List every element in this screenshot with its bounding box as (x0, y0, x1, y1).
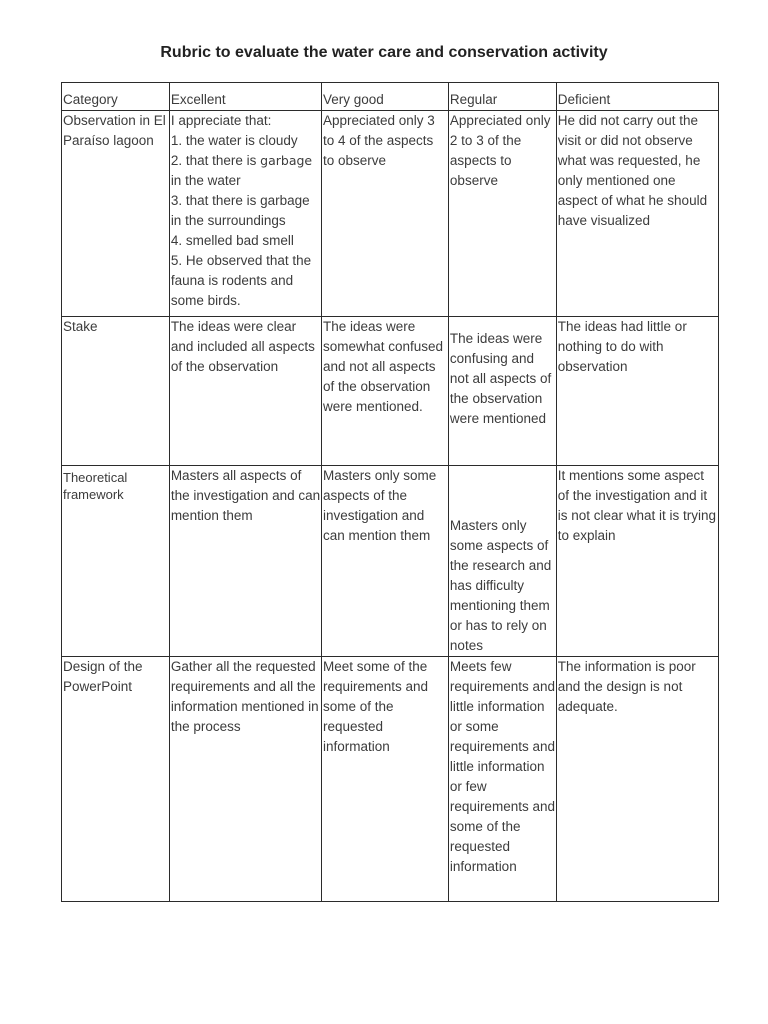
header-category: Category (62, 83, 170, 111)
excellent-item: 4. smelled bad smell (170, 233, 294, 248)
item-text: in the water (170, 173, 241, 188)
table-row (62, 317, 719, 466)
table-row (62, 657, 719, 902)
excellent-item: 5. He observed that the fauna is rodents and some birds. (170, 253, 312, 308)
header-excellent: Excellent (169, 83, 321, 111)
header-row (62, 83, 719, 111)
excellent-cell: The ideas were clear and included all aspects of the observation (169, 317, 321, 466)
very-good-cell: The ideas were somewhat confused and not all aspects of the observation were mentioned. (321, 317, 448, 466)
excellent-cell (169, 111, 321, 317)
table-row (62, 466, 719, 657)
deficient-cell: It mentions some aspect of the investigation and it is not clear what it is trying to explain (556, 466, 718, 657)
regular-cell: Meets few requirements and little information or some requirements and little information or few requirements and some of the requested information (448, 657, 556, 902)
header-very-good: Very good (321, 83, 448, 111)
category-cell: Stake (62, 317, 170, 466)
excellent-cell: Masters all aspects of the investigation and can mention them (169, 466, 321, 657)
document-title: Rubric to evaluate the water care and conservation activity (160, 44, 608, 61)
item-text: that there is (185, 153, 257, 168)
garbage-word: garbage (260, 153, 313, 168)
regular-text: Masters only some aspects of the research and has difficulty mentioning them or has to rely on notes (449, 518, 552, 653)
excellent-item: 1. the water is cloudy (170, 133, 298, 148)
table-row (62, 111, 719, 317)
excellent-cell: Gather all the requested requirements and all the information mentioned in the process (169, 657, 321, 902)
category-cell: Observation in El Paraíso lagoon (62, 111, 170, 317)
category-text: Theoretical framework (63, 470, 128, 502)
excellent-item: 3. that there is garbage in the surroundings (170, 193, 310, 228)
rubric-table (61, 82, 719, 902)
item-number: 2. (170, 153, 183, 168)
regular-cell (448, 317, 556, 466)
regular-cell: Appreciated only 2 to 3 of the aspects to observe (448, 111, 556, 317)
regular-cell (448, 466, 556, 657)
header-regular: Regular (448, 83, 556, 111)
header-deficient: Deficient (556, 83, 718, 111)
category-cell (62, 466, 170, 657)
very-good-cell: Appreciated only 3 to 4 of the aspects to observe (321, 111, 448, 317)
excellent-intro: I appreciate that: (170, 113, 272, 128)
regular-text: The ideas were confusing and not all aspects of the observation were mentioned (449, 331, 552, 426)
very-good-cell: Meet some of the requirements and some of the requested information (321, 657, 448, 902)
deficient-cell: The ideas had little or nothing to do with observation (556, 317, 718, 466)
very-good-cell: Masters only some aspects of the investigation and can mention them (321, 466, 448, 657)
deficient-cell: The information is poor and the design is not adequate. (556, 657, 718, 902)
category-cell: Design of the PowerPoint (62, 657, 170, 902)
deficient-cell: He did not carry out the visit or did not observe what was requested, he only mentioned one aspect of what he should have visualized (556, 111, 718, 317)
excellent-item (171, 151, 321, 191)
